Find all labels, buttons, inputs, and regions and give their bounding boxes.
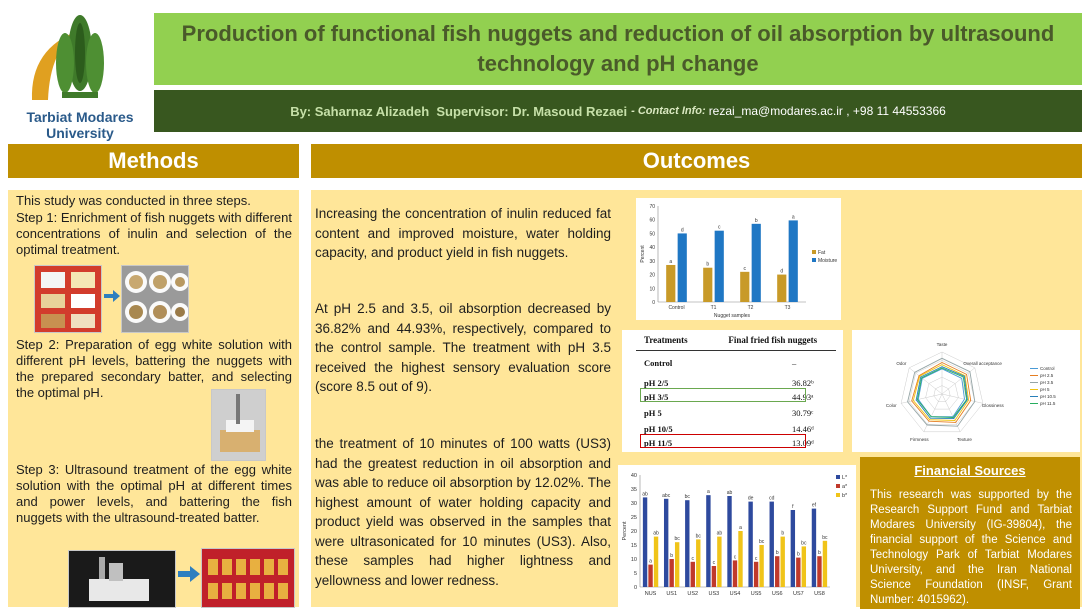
x-tick-label: US3 xyxy=(708,591,720,597)
university-logo xyxy=(10,8,150,141)
methods-step3: Step 3: Ultrasound treatment of the egg white solution with the optimal pH at different times and power levels, and battering the fish nuggets with the ultrasound-treated batter. xyxy=(16,462,292,525)
radar-axis-label: Glossiness xyxy=(981,403,1004,409)
legend-label: pH 11.5 xyxy=(1040,401,1056,406)
bar-data-label: a xyxy=(739,525,742,531)
table-cell-value: 14.46ᵈ xyxy=(792,424,814,434)
author-name: Saharnaz Alizadeh xyxy=(314,103,430,119)
author-banner xyxy=(154,90,1082,132)
x-tick-label: US4 xyxy=(729,591,741,597)
oil-absorption-table xyxy=(622,330,843,452)
supervisor-label: Supervisor: xyxy=(436,103,509,119)
y-tick-label: 10 xyxy=(630,557,637,563)
methods-intro: This study was conducted in three steps. xyxy=(16,193,251,208)
y-tick-label: 35 xyxy=(630,487,637,493)
bar-a xyxy=(754,562,758,587)
bar-l xyxy=(791,510,795,587)
bar-b xyxy=(654,537,658,587)
bar-data-label: bc xyxy=(695,533,701,540)
x-tick-label: T2 xyxy=(747,305,754,311)
financial-sources-box xyxy=(860,457,1080,609)
bar-data-label: bc xyxy=(674,536,680,543)
bar-b xyxy=(738,531,742,587)
x-tick-label: US2 xyxy=(687,591,699,597)
y-tick-label: 15 xyxy=(630,543,637,549)
methods-step2: Step 2: Preparation of egg white solution with different pH levels, battering the nuggets with the prepared secondary batter, and selecting the optimal pH. xyxy=(16,337,292,400)
x-tick-label: T1 xyxy=(710,305,717,311)
arrow-right-icon xyxy=(178,566,200,582)
bar-moisture xyxy=(752,224,761,302)
y-tick-label: 20 xyxy=(630,529,637,535)
fat-moisture-chart xyxy=(636,198,841,320)
methods-step1: Step 1: Enrichment of fish nuggets with different concentrations of inulin and selection of the optimal treatment. xyxy=(16,210,292,257)
legend-label: L* xyxy=(842,475,848,481)
bar-data-label: b xyxy=(796,551,800,558)
table-header-treatments: Treatments xyxy=(644,335,688,345)
ultrasound-device-photo xyxy=(68,550,176,608)
egg-white-ph-photo xyxy=(211,389,266,461)
y-tick-label: 5 xyxy=(633,571,637,577)
y-tick-label: 0 xyxy=(652,300,655,306)
x-tick-label: US6 xyxy=(771,591,783,597)
bar-b xyxy=(717,537,721,587)
radar-axis-label: Taste xyxy=(936,342,948,347)
outcome-ph-text: At pH 2.5 and 3.5, oil absorption decreased by 36.82% and 44.93%, respectively, compared to the control sample. The treatment with pH 3.5 received the highest sensory evaluation score (score 8.5 out of 9). xyxy=(315,301,611,394)
bar-a xyxy=(733,560,737,587)
y-tick-label: 30 xyxy=(649,258,655,265)
bar-a xyxy=(775,556,779,587)
cypress-trees-icon xyxy=(10,8,150,108)
y-tick-label: 40 xyxy=(630,473,637,479)
legend-label: b* xyxy=(842,493,848,499)
table-cell-value: 30.79ᶜ xyxy=(792,408,814,418)
nugget-bowls-photo xyxy=(121,265,189,333)
color-parameters-svg xyxy=(618,465,856,607)
bar-data-label: b xyxy=(754,217,758,224)
bar-l xyxy=(770,502,774,587)
bar-a xyxy=(817,556,821,587)
y-tick-label: 0 xyxy=(633,585,637,591)
bar-data-label: f xyxy=(792,504,794,510)
outcome-inulin-text: Increasing the concentration of inulin reduced fat content and improved moisture, water holding capacity, and product yield in fish nuggets. xyxy=(315,206,611,260)
y-tick-label: 70 xyxy=(649,204,655,210)
table-row-highlight xyxy=(640,388,806,402)
bar-fat xyxy=(703,268,712,302)
bar-l xyxy=(643,497,647,587)
bar-data-label: c xyxy=(712,560,716,566)
y-axis-label: Percent xyxy=(622,521,628,541)
bar-a xyxy=(712,566,716,587)
y-tick-label: 50 xyxy=(649,231,655,238)
legend-label: Moisture xyxy=(818,258,838,264)
legend-label: a* xyxy=(842,484,848,490)
legend-label: Fat xyxy=(818,250,826,256)
bar-data-label: c xyxy=(733,554,737,561)
financial-text: This research was supported by the Research Support Fund and Tarbiat Modares University (IG-39804), the financial support of the Science and Technology Park of Tarbiat Modares University, and the Iran National Science Foundation (INSF, Grant Number: 4015962). xyxy=(870,489,1072,606)
legend-label: pH 5 xyxy=(1040,387,1050,392)
bar-b xyxy=(823,541,827,587)
bar-data-label: bc xyxy=(758,539,765,545)
table-cell-treatment: pH 5 xyxy=(644,408,662,418)
y-tick-label: 30 xyxy=(630,501,637,507)
radar-axis-label: Odor xyxy=(896,360,907,366)
bar-data-label: c xyxy=(691,555,695,562)
bar-data-label: d xyxy=(680,227,684,234)
sensory-radar-chart xyxy=(852,330,1080,452)
y-tick-label: 60 xyxy=(649,217,655,224)
bar-a xyxy=(691,562,695,587)
bar-b xyxy=(802,546,806,587)
radar-axis-label: Firmness xyxy=(910,437,929,443)
bar-b xyxy=(759,545,763,587)
x-tick-label: US7 xyxy=(792,591,804,597)
legend-label: pH 2.5 xyxy=(1040,373,1054,378)
y-tick-label: 10 xyxy=(649,286,655,293)
table-cell-treatment: pH 10/5 xyxy=(644,424,673,434)
table-cell-treatment: pH 2/5 xyxy=(644,378,669,388)
bar-moisture xyxy=(715,231,724,302)
bar-data-label: a xyxy=(791,214,795,221)
bar-data-label: ab xyxy=(653,530,659,537)
radar-axis-label: Texture xyxy=(957,437,972,443)
bar-l xyxy=(727,496,731,587)
title-banner xyxy=(154,13,1082,85)
by-label: By: xyxy=(290,103,312,119)
y-axis-label: Percent xyxy=(640,245,646,263)
arrow-right-icon xyxy=(104,289,120,301)
table-row-highlight xyxy=(640,434,806,448)
bar-data-label: ab xyxy=(642,491,648,498)
y-tick-label: 25 xyxy=(630,515,637,521)
x-tick-label: US1 xyxy=(666,591,678,597)
legend-swatch xyxy=(836,475,840,479)
legend-swatch xyxy=(836,493,840,497)
bar-data-label: c xyxy=(743,265,747,272)
bar-data-label: abc xyxy=(662,492,671,499)
supervisor-name: Dr. Masoud Rezaei xyxy=(512,103,628,119)
bar-moisture xyxy=(789,220,798,302)
bar-data-label: b xyxy=(775,550,779,557)
bar-data-label: bc xyxy=(684,494,690,501)
bar-data-label: b xyxy=(670,553,674,559)
bar-data-label: b xyxy=(706,261,710,268)
table-cell-value: 36.82ᵇ xyxy=(792,378,814,388)
bar-data-label: d xyxy=(780,268,784,275)
bar-data-label: bc xyxy=(822,534,828,541)
bar-moisture xyxy=(678,233,687,302)
bar-data-label: c xyxy=(754,555,758,562)
bar-data-label: ef xyxy=(811,502,817,509)
bar-data-label: de xyxy=(747,495,754,502)
x-tick-label: NUS xyxy=(644,591,657,597)
bar-data-label: a xyxy=(649,558,652,565)
contact-label: - Contact Info: xyxy=(631,105,706,117)
poster-title: Production of functional fish nuggets and reduction of oil absorption by ultrasound technology and pH change xyxy=(181,21,1055,76)
outcome-ultrasound-text: the treatment of 10 minutes of 100 watts (US3) had the greatest reduction in oil absorption and was able to reduce oil absorption by 12.02%. The highest amount of water holding capacity and product yield was observed in the samples that were ultrasonicated for 10 minutes (US3). Also, these samples had higher lightness and yellowness and lower redness. xyxy=(315,436,611,588)
y-tick-label: 20 xyxy=(649,272,655,279)
table-cell-value: 13.09ᵈ xyxy=(792,438,814,448)
methods-heading: Methods xyxy=(8,144,299,178)
bar-data-label: bc xyxy=(801,540,807,547)
bar-data-label: a xyxy=(707,489,710,496)
table-cell-treatment: pH 11/5 xyxy=(644,438,673,448)
x-tick-label: T3 xyxy=(784,305,791,311)
bar-l xyxy=(685,500,689,587)
bar-data-label: b xyxy=(781,530,785,537)
bar-b xyxy=(781,537,785,587)
bar-data-label: a xyxy=(669,258,673,265)
table-cell-treatment: Control xyxy=(644,358,673,368)
x-tick-label: US5 xyxy=(750,591,762,597)
x-tick-label: US8 xyxy=(814,591,825,597)
legend-label: pH 10.5 xyxy=(1040,394,1056,399)
legend-label: Control xyxy=(1040,366,1055,371)
bar-l xyxy=(664,499,668,587)
y-tick-label: 40 xyxy=(649,245,655,252)
bar-l xyxy=(812,509,816,587)
table-cell-value: 44.93ᵃ xyxy=(792,392,814,402)
outcomes-heading: Outcomes xyxy=(311,144,1082,178)
bar-data-label: ab xyxy=(726,490,733,496)
fat-moisture-svg xyxy=(636,198,841,320)
financial-title: Financial Sources xyxy=(914,463,1026,478)
bar-data-label: ab xyxy=(716,530,723,537)
bar-b xyxy=(675,542,679,587)
color-parameters-chart xyxy=(618,465,856,607)
legend-swatch xyxy=(812,258,816,262)
x-tick-label: Control xyxy=(668,305,685,311)
table-header-final: Final fried fish nuggets xyxy=(728,335,818,345)
table-cell-value: – xyxy=(792,358,797,368)
bar-l xyxy=(748,502,752,587)
bar-fat xyxy=(777,275,786,302)
bar-data-label: cd xyxy=(769,495,775,502)
inulin-ingredients-photo xyxy=(34,265,102,333)
bar-data-label: c xyxy=(717,224,721,231)
logo-line2: University xyxy=(46,125,114,141)
table-cell-treatment: pH 3/5 xyxy=(644,392,669,402)
logo-line1: Tarbiat Modares xyxy=(26,109,134,125)
contact-value: rezai_ma@modares.ac.ir , +98 11 44553366 xyxy=(708,104,946,118)
bar-fat xyxy=(740,272,749,302)
legend-label: pH 3.5 xyxy=(1040,380,1054,385)
bar-a xyxy=(648,565,652,587)
radar-series-1 xyxy=(912,363,971,423)
battered-nuggets-photo xyxy=(201,548,295,608)
bar-fat xyxy=(666,265,675,302)
x-axis-label: Nugget samples xyxy=(713,313,751,319)
bar-a xyxy=(796,558,800,587)
legend-swatch xyxy=(812,250,816,254)
bar-l xyxy=(706,495,710,587)
bar-data-label: b xyxy=(818,550,821,557)
radar-axis-label: Overall acceptance xyxy=(963,360,1002,366)
radar-axis-label: Color xyxy=(885,403,897,409)
legend-swatch xyxy=(836,484,840,488)
bar-a xyxy=(669,559,673,587)
sensory-radar-svg xyxy=(852,330,1080,452)
bar-b xyxy=(696,539,700,587)
